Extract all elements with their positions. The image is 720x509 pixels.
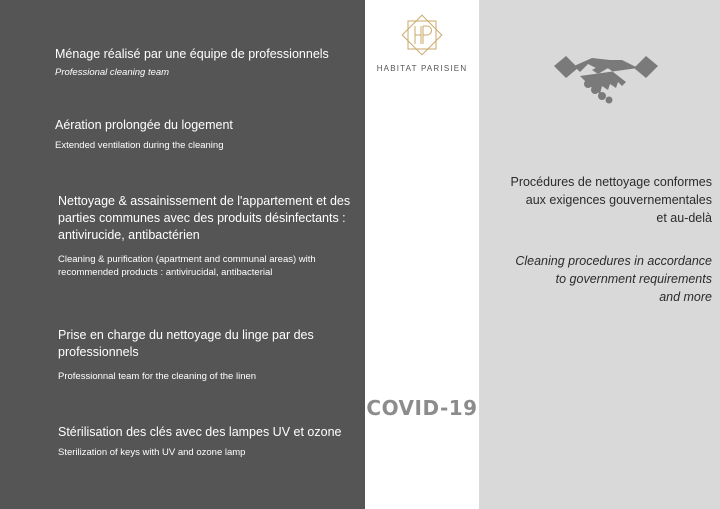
list-item [58,193,353,279]
center-panel [365,0,479,509]
brand-name: HABITAT PARISIEN [376,64,468,73]
list-item [58,424,358,459]
item-fr-text: Ménage réalisé par une équipe de professionnels [55,47,329,61]
item-en-text: Professionnal team for the cleaning of the linen [58,371,257,382]
text-line: and more [659,290,712,304]
text-line: et au-delà [656,211,712,225]
hp-monogram-icon [399,12,445,58]
right-text-fr [482,173,712,227]
text-line: to government requirements [555,272,712,286]
list-item [55,117,355,152]
item-fr-text: Prise en charge du nettoyage du linge par des professionnels [58,328,314,359]
handshake-icon [552,52,660,108]
text-line: Cleaning procedures in accordance [515,254,712,268]
item-fr-text: Nettoyage & assainissement de l'appartement et des parties communes avec des produits désinfectants : antivirucide, antibactérien [58,194,351,242]
list-item [58,327,338,383]
covid-label: COVID-19 [366,396,478,420]
text-line: Procédures de nettoyage conformes [510,175,712,189]
right-text-en [482,252,712,306]
item-en-text: Cleaning & purification (apartment and communal areas) with recommended products : antivirucidal, antibacterial [58,254,316,278]
brand-logo [365,12,479,73]
list-item [55,46,355,79]
text-line: aux exigences gouvernementales [525,193,712,207]
item-en-text: Extended ventilation during the cleaning [55,140,224,151]
item-en-text: Professional cleaning team [55,67,170,78]
item-fr-text: Aération prolongée du logement [55,118,233,132]
item-en-text: Sterilization of keys with UV and ozone lamp [58,447,246,458]
item-fr-text: Stérilisation des clés avec des lampes UV et ozone [58,425,342,439]
